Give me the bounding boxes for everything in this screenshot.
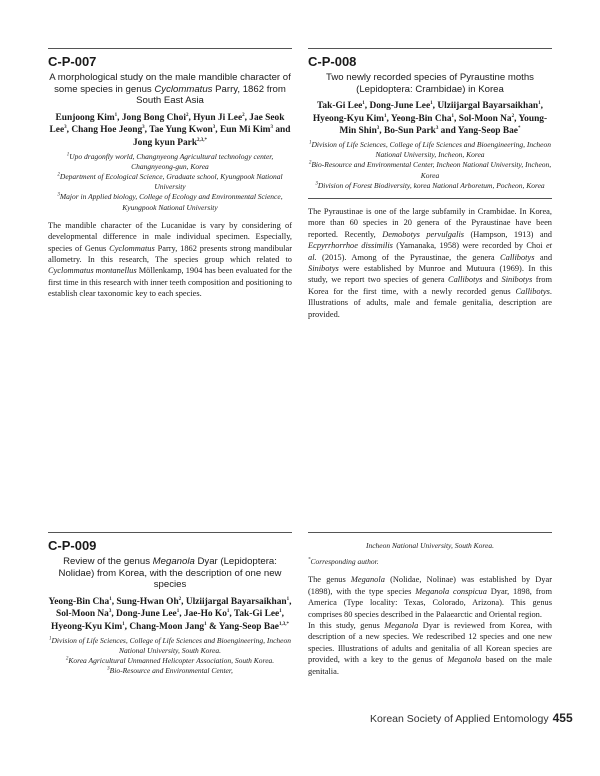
author-separator: , [188, 112, 194, 123]
abstract-cp007 [48, 48, 292, 300]
page-footer [370, 711, 573, 725]
author-affiliation-mark: 2 [242, 112, 245, 118]
author-name: Tak-Gi Lee [233, 609, 280, 620]
affiliation [48, 152, 292, 172]
author-name: Yeong-Bin Cha [48, 596, 110, 607]
author-affiliation-mark: 2 [511, 113, 515, 119]
affiliation-text: Upo dragonfly world, Changnyeong Agricultural technology center, Changnyeong-gun, Korea [69, 151, 274, 171]
author-name: Yang-Seop Bae [457, 126, 518, 137]
affiliation-continued: Incheon National University, South Korea. [365, 541, 495, 550]
author-separator: , [215, 125, 220, 136]
author-name: Tae Yung Kwon [149, 125, 213, 136]
author-separator: , [181, 596, 186, 607]
author-separator: , [386, 113, 391, 124]
affiliation-mark: 1 [308, 140, 312, 146]
author-separator: , [124, 621, 130, 632]
affiliation-text: Division of Life Sciences, College of Life Sciences and Bioengineering, Incheon National University, Incheon, Korea [311, 139, 552, 160]
author-affiliation-mark: 2 [178, 596, 182, 602]
affiliation-mark: 2 [57, 172, 60, 178]
author-name: Eun Mi Kim [219, 125, 271, 136]
abstract-cp009-continued [308, 532, 552, 677]
affiliation-mark: 3 [107, 666, 110, 672]
author-affiliation-mark: 1 [176, 609, 180, 615]
author-list [48, 596, 292, 634]
author-list [48, 112, 292, 150]
corresponding-author-note: *Corresponding author. [308, 557, 379, 567]
abstract-body: The Pyraustinae is one of the large subfamily in Crambidae. In Korea, more than 60 species in 20 genera of the Pyraustinae have been reported. Recently, Demobotys pervulgalis (Hampson, 1913) and Ecpyrrhorrhoe dissimilis (Yamanaka, 1958) were recorded by Choi et al. (2015). Among of the Pyraustinae, the genera Callibotys and Sinibotys were established by Munroe and Mutuura (1969). In this study, we report two species of genera Callibotys and Sinibotys from Korea for the first time, with a newly recorded genus Callibotys. Illustrations of adults, male and female genitalia, description are provided. [308, 206, 553, 319]
author-affiliation-mark: 1 [286, 596, 290, 602]
author-affiliation-mark: 3 [142, 125, 145, 131]
affiliation-list [308, 140, 552, 191]
abstract-title: Review of the genus Meganola Dyar (Lepidoptera: Nolidae) from Korea, with the description of one new species [58, 556, 282, 591]
author-affiliation-mark: 3 [212, 125, 216, 131]
author-name: Young-Min Shin [339, 113, 548, 137]
author-affiliation-mark: 3 [108, 609, 112, 615]
affiliation-text: Department of Ecological Science, Graduate school, Kyungpook National University [59, 171, 283, 192]
author-name: Tak-Gi Lee [317, 101, 363, 112]
author-name: Sung-Hwan Oh [116, 596, 179, 607]
author-separator: , [454, 113, 459, 124]
affiliation-text: Bio-Resource and Environmental Center, [109, 666, 233, 676]
author-name: Hyeong-Kyu Kim [51, 621, 123, 632]
author-name: Jae Seok Lee [49, 112, 285, 136]
author-affiliation-mark: 1 [362, 101, 365, 107]
author-name: Yeong-Bin Cha [390, 113, 452, 124]
section-rule [48, 532, 292, 533]
author-separator: , [244, 112, 250, 123]
author-affiliation-mark: 3 [376, 126, 380, 132]
author-affiliation-mark: 2 [185, 112, 189, 118]
affiliation-text: Major in Applied biology, College of Ecology and Environmental Science, Kyungpook National University [59, 192, 283, 212]
affiliation-text: Division of Forest Biodiversity, korea National Arboretum, Pocheon, Korea [317, 180, 545, 190]
author-separator: , [432, 101, 438, 112]
author-separator: and [272, 125, 291, 136]
abstract-body: The genus Meganola (Nolidae, Nolinae) was established by Dyar (1898), with the type species Meganola conspicua Dyar, 1898, from America (Type locality: Texas, Colorado, Arizona). This genus comprises 80 species described in the Palaearctic and Oriental region. In this study, genus Meganola Dyar is reviewed from Korea, with description of a new species. We redescribed 12 species and one new species. Illustrations of adults and genitalia of all Korean species are provided, with a key to the genus of Meganola based on the male genitalia. [308, 575, 552, 676]
author-name: Dong-June Lee [369, 101, 431, 112]
author-separator: , [144, 125, 150, 136]
author-separator: & [206, 621, 219, 632]
abstract-code: C-P-008 [308, 54, 357, 69]
abstract-cp008 [308, 48, 552, 320]
author-name: Bo-Sun Park [383, 126, 436, 137]
author-affiliation-mark: 1 [204, 621, 207, 627]
author-separator: , [289, 596, 292, 607]
author-name: Yang-Seop Bae [218, 621, 279, 632]
society-name: Korean Society of Applied Entomology [370, 713, 549, 725]
author-separator: , [111, 609, 117, 620]
author-name: Sol-Moon Na [458, 113, 512, 124]
author-separator: and [438, 126, 458, 137]
author-name: Sol-Moon Na [55, 609, 109, 620]
affiliation-mark: 2 [65, 656, 69, 662]
section-rule [48, 48, 292, 49]
affiliation-mark: 1 [48, 636, 52, 642]
author-affiliation-mark: 1 [430, 101, 433, 107]
author-affiliation-mark: 1 [109, 596, 112, 602]
author-separator: , [179, 609, 184, 620]
author-affiliation-mark: 3 [270, 125, 273, 131]
author-affiliation-mark: 1 [122, 621, 125, 627]
affiliation-text: Division of Life Sciences, College of Life Sciences and Bioengineering, Incheon National University, South Korea. [51, 635, 292, 655]
author-separator: , [66, 125, 72, 136]
affiliation-mark: 3 [315, 181, 318, 187]
affiliation [308, 160, 552, 180]
author-name: Jae-Ho Ko [183, 609, 227, 620]
author-affiliation-mark: * [517, 126, 521, 132]
affiliation-text: Bio-Resource and Environmental Center, Incheon National University, Incheon, Korea [311, 160, 552, 180]
author-name: Jong Bong Choi [121, 112, 186, 123]
author-affiliation-mark: 1 [384, 113, 387, 119]
affiliation-text: Korea Agricultural Unmanned Helicopter Association, South Korea. [68, 655, 275, 665]
page-number: 455 [552, 711, 573, 725]
abstract-title: A morphological study on the male mandible character of some species in genus Cyclommatus Parry, 1862 from South East Asia [49, 72, 291, 107]
abstract-body: The mandible character of the Lucanidae is vary by considering of developmental difference in male individual specimen. Especially, species of Genus Cyclommatus Parry, 1862 presents strong mandibular allometry. In this research, The species group which related to Cyclommatus montanellus Möllenkamp, 1904 has been evaluated for the first time in this research with inner teeth composition and positioning to establish clear taxonomic key to each species. [48, 220, 292, 299]
author-separator: , [229, 609, 234, 620]
abstract-code: C-P-007 [48, 54, 97, 69]
affiliation [48, 666, 292, 676]
affiliation-mark: 3 [57, 192, 60, 198]
abstract-cp009 [48, 532, 292, 676]
author-separator: , [111, 596, 117, 607]
author-separator: , [117, 112, 122, 123]
affiliation-mark: 2 [308, 160, 312, 166]
section-rule [308, 198, 552, 199]
author-name: Dong-June Lee [116, 609, 177, 620]
affiliation [308, 181, 552, 191]
author-affiliation-mark: 3 [64, 125, 67, 131]
abstract-code: C-P-009 [48, 538, 97, 553]
affiliation-mark: 1 [66, 152, 70, 158]
author-separator: , [281, 609, 284, 620]
author-affiliation-mark: 1 [451, 113, 455, 119]
affiliation [48, 636, 292, 656]
abstract-title: Two newly recorded species of Pyraustine moths (Lepidoptera: Crambidae) in Korea [326, 72, 534, 95]
affiliation [48, 656, 292, 666]
author-name: Chang-Moon Jang [129, 621, 205, 632]
author-separator: , [379, 126, 384, 137]
author-separator: , [540, 101, 543, 112]
author-name: Eunjoong Kim [55, 112, 115, 123]
author-separator: , [514, 113, 519, 124]
affiliation-list [48, 152, 292, 213]
author-affiliation-mark: 2,3,* [197, 137, 208, 143]
author-separator: , [364, 101, 370, 112]
affiliation [48, 192, 292, 212]
affiliation [308, 140, 552, 160]
author-name: Hyun Ji Lee [193, 112, 243, 123]
affiliation [48, 172, 292, 192]
author-name: Hyeong-Kyu Kim [312, 113, 384, 124]
author-name: Chang Hoe Jeong [71, 125, 143, 136]
author-list [308, 100, 552, 138]
affiliation-list [48, 636, 292, 677]
section-rule [308, 48, 552, 49]
author-affiliation-mark: 1 [226, 609, 230, 615]
section-rule [308, 532, 552, 533]
author-affiliation-mark: 1,3,* [278, 621, 289, 627]
author-name: Ulziijargal Bayarsaikhan [437, 101, 539, 112]
author-name: Jong kyun Park [132, 137, 198, 148]
author-affiliation-mark: 1 [114, 112, 118, 118]
author-affiliation-mark: 1 [538, 101, 541, 107]
author-name: Ulziijargal Bayarsaikhan [185, 596, 287, 607]
author-affiliation-mark: 1 [279, 609, 282, 615]
author-affiliation-mark: 3 [435, 126, 439, 132]
